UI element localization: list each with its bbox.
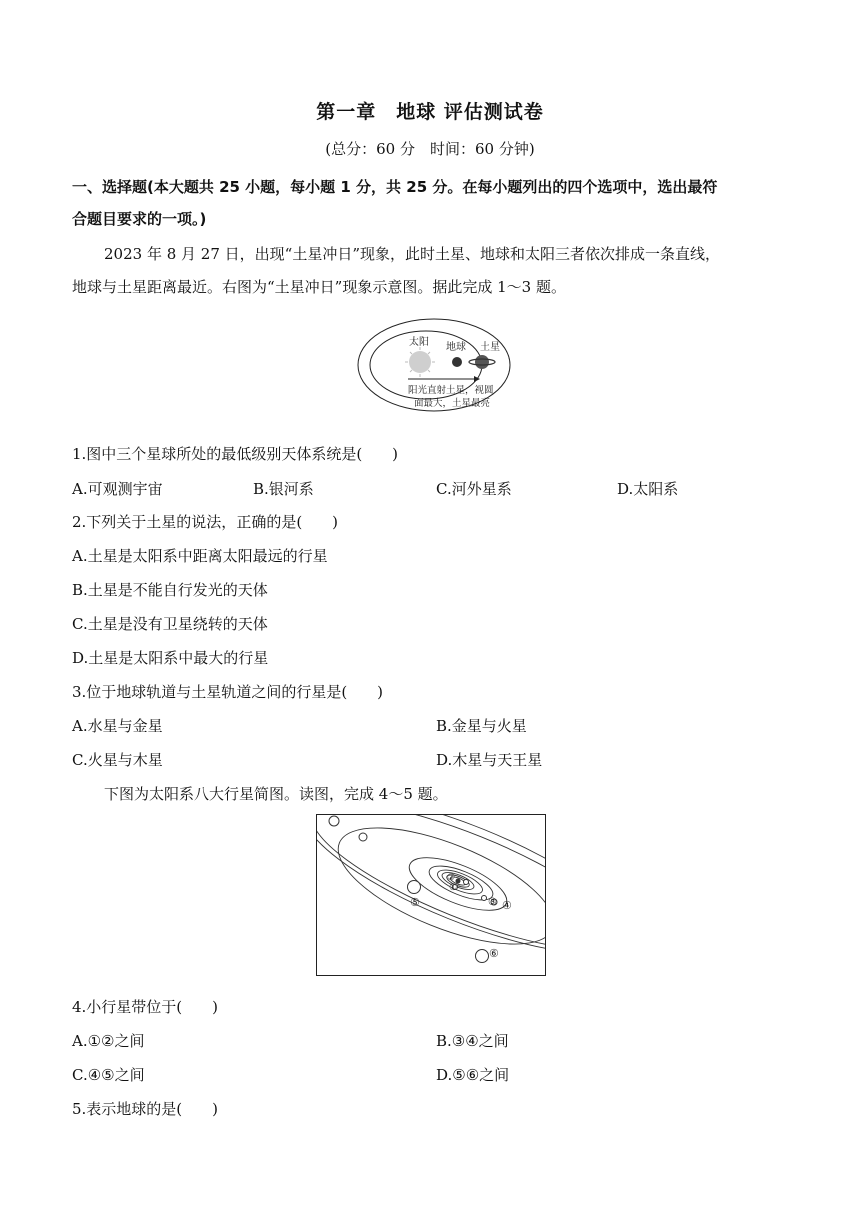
- q4-option-c[interactable]: C.④⑤之间: [72, 1066, 145, 1084]
- earth-icon: [452, 357, 462, 367]
- solar-system-figure: [316, 814, 546, 976]
- q5-stem: 5.表示地球的是( ): [72, 1100, 219, 1118]
- q3-option-b[interactable]: B.金星与火星: [436, 717, 527, 735]
- q2-stem: 2.下列关于土星的说法，正确的是( ): [72, 513, 339, 531]
- planet-top-icon: [329, 816, 339, 826]
- intro1-line1: 2023 年 8 月 27 日，出现“土星冲日”现象，此时土星、地球和太阳三者依次排成一条直线，: [104, 245, 720, 263]
- q4-option-b[interactable]: B.③④之间: [436, 1032, 509, 1050]
- planet-5-icon: [408, 881, 421, 894]
- page-subtitle: (总分：60 分 时间：60 分钟): [325, 140, 535, 158]
- figure1-caption-line1: 阳光直射土星，视圆: [408, 385, 494, 396]
- q4-option-d[interactable]: D.⑤⑥之间: [436, 1066, 510, 1084]
- figure2-frame: [317, 815, 546, 976]
- label-4: ④: [502, 899, 512, 912]
- q2-option-b[interactable]: B.土星是不能自行发光的天体: [72, 581, 268, 599]
- label-2: ②: [447, 873, 456, 883]
- planet-outer-icon: [359, 833, 367, 841]
- label-5: ⑤: [410, 896, 420, 909]
- saturn-label: 土星: [480, 342, 500, 353]
- section-heading-line2: 合题目要求的一项。): [72, 210, 207, 228]
- q3-option-c[interactable]: C.火星与木星: [72, 751, 163, 769]
- figure1-caption-line2: 面最大，土星最亮: [414, 398, 491, 409]
- sun-icon: [405, 347, 435, 377]
- label-6: ⑥: [489, 947, 499, 960]
- q2-option-d[interactable]: D.土星是太阳系中最大的行星: [72, 649, 269, 667]
- section-heading-line1: 一、选择题(本大题共 25 小题，每小题 1 分，共 25 分。在每小题列出的四个选项中，选出最符: [72, 178, 718, 196]
- label-3: ③: [488, 897, 497, 908]
- saturn-opposition-figure: [356, 313, 516, 413]
- q3-stem: 3.位于地球轨道与土星轨道之间的行星是( ): [72, 683, 384, 701]
- q4-stem: 4.小行星带位于( ): [72, 998, 219, 1016]
- q2-option-c[interactable]: C.土星是没有卫星绕转的天体: [72, 615, 268, 633]
- page-title: 第一章 地球 评估测试卷: [316, 101, 544, 123]
- q2-option-a[interactable]: A.土星是太阳系中距离太阳最远的行星: [72, 547, 328, 565]
- q1-option-d[interactable]: D.太阳系: [617, 480, 679, 498]
- planet-2-icon: [464, 880, 469, 885]
- q3-option-a[interactable]: A.水星与金星: [72, 717, 163, 735]
- intro1-line2: 地球与土星距离最近。右图为“土星冲日”现象示意图。据此完成 1～3 题。: [72, 278, 566, 296]
- label-1: ①: [449, 883, 458, 893]
- earth-label: 地球: [446, 342, 466, 353]
- q4-option-a[interactable]: A.①②之间: [72, 1032, 145, 1050]
- sun-label: 太阳: [409, 337, 429, 348]
- q1-option-c[interactable]: C.河外星系: [436, 480, 512, 498]
- q1-option-a[interactable]: A.可观测宇宙: [72, 480, 163, 498]
- saturn-icon: [469, 355, 495, 369]
- q1-option-b[interactable]: B.银河系: [253, 480, 314, 498]
- planet-3-icon: [482, 896, 487, 901]
- q3-option-d[interactable]: D.木星与天王星: [436, 751, 543, 769]
- intro2-text: 下图为太阳系八大行星简图。读图，完成 4～5 题。: [104, 785, 448, 803]
- planet-6-icon: [476, 950, 489, 963]
- q1-stem: 1.图中三个星球所处的最低级别天体系统是( ): [72, 445, 399, 463]
